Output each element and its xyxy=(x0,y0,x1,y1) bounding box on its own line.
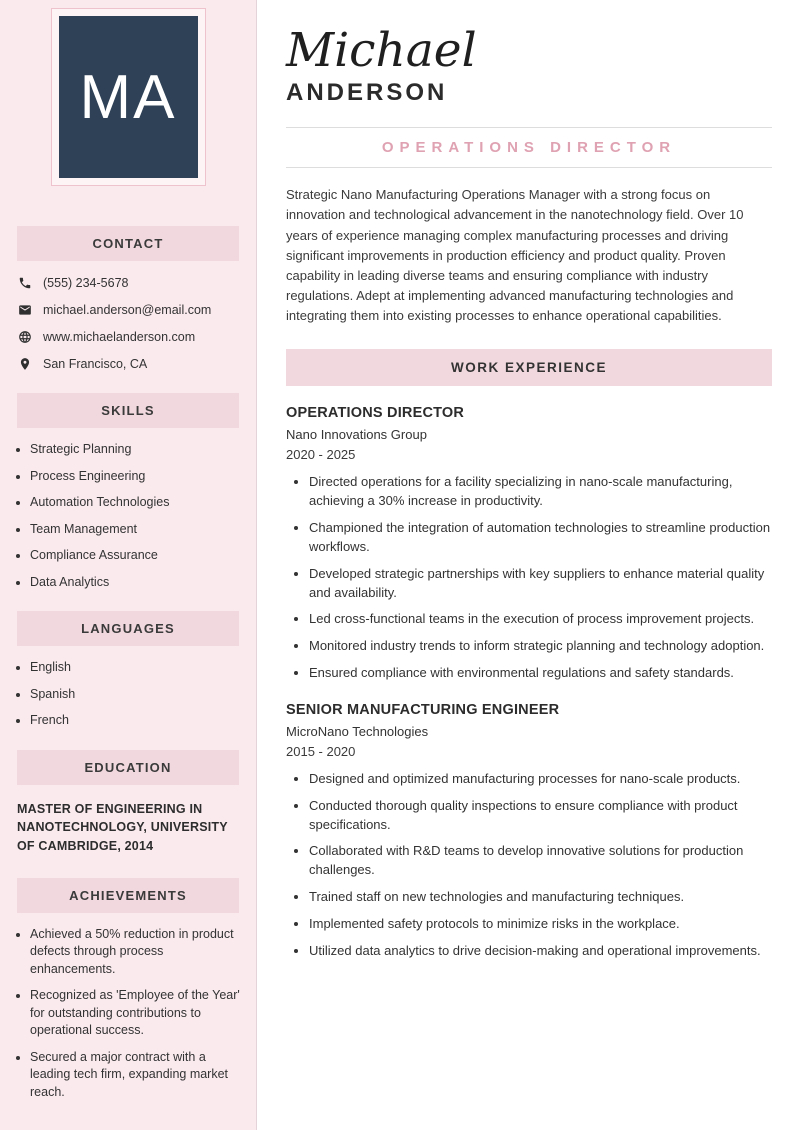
list-item: • Designed and optimized manufacturing processes for nano-scale products. xyxy=(309,770,772,789)
mail-icon xyxy=(18,303,32,317)
achievements-section-header: ACHIEVEMENTS xyxy=(17,878,239,913)
list-item: • Trained staff on new technologies and manufacturing techniques. xyxy=(309,888,772,907)
last-name: ANDERSON xyxy=(286,79,448,107)
list-item: • Automation Technologies xyxy=(30,494,242,512)
profile-photo-frame xyxy=(51,8,206,186)
profile-initials: MA xyxy=(79,62,177,132)
list-item: • Ensured compliance with environmental regulations and safety standards. xyxy=(309,664,772,683)
sidebar xyxy=(0,0,257,1130)
headline-job-title: OPERATIONS DIRECTOR xyxy=(381,139,677,157)
job-company: Nano Innovations Group xyxy=(286,427,427,443)
work-experience-section-header: WORK EXPERIENCE xyxy=(286,349,772,386)
list-item: • Directed operations for a facility specializing in nano-scale manufacturing, achieving a 30% increase in productivity. xyxy=(309,473,772,511)
contact-phone xyxy=(18,276,238,290)
contact-website xyxy=(18,330,238,344)
contact-section-header: CONTACT xyxy=(17,226,239,261)
job-bullet-list xyxy=(286,770,772,961)
list-item: • Monitored industry trends to inform strategic planning and technology adoption. xyxy=(309,637,772,656)
list-item: • Secured a major contract with a leading tech firm, expanding market reach. xyxy=(30,1049,242,1102)
first-name: Michael xyxy=(286,23,477,78)
globe-icon xyxy=(18,330,32,344)
list-item: • English xyxy=(30,659,242,677)
contact-location-text: San Francisco, CA xyxy=(43,357,148,371)
list-item: • Conducted thorough quality inspections to ensure compliance with product specifications. xyxy=(309,797,772,835)
education-text: MASTER OF ENGINEERING IN NANOTECHNOLOGY, UNIVERSITY OF CAMBRIDGE, 2014 xyxy=(17,801,228,853)
contact-website-text: www.michaelanderson.com xyxy=(43,330,196,344)
contact-phone-text: (555) 234-5678 xyxy=(43,276,129,290)
list-item: • Team Management xyxy=(30,521,242,539)
job-dates: 2020 - 2025 xyxy=(286,447,356,463)
list-item: • Implemented safety protocols to minimize risks in the workplace. xyxy=(309,915,772,934)
job-dates: 2015 - 2020 xyxy=(286,743,356,759)
contact-list xyxy=(0,261,256,371)
languages-section-header: LANGUAGES xyxy=(17,611,239,646)
contact-location xyxy=(18,357,238,371)
education-section-header: EDUCATION xyxy=(17,750,239,785)
list-item: • Strategic Planning xyxy=(30,441,242,459)
contact-email-text: michael.anderson@email.com xyxy=(43,303,212,317)
list-item: • Process Engineering xyxy=(30,468,242,486)
job-bullet-list xyxy=(286,473,772,683)
list-item: • Utilized data analytics to drive decision-making and operational improvements. xyxy=(309,942,772,961)
list-item: • Championed the integration of automation technologies to streamline production workflows. xyxy=(309,519,772,557)
languages-list xyxy=(0,646,256,730)
job-entry xyxy=(286,702,772,961)
job-role: SENIOR MANUFACTURING ENGINEER xyxy=(286,701,560,718)
profile-summary: Strategic Nano Manufacturing Operations Manager with a strong focus on innovation and technological advancement in the nanotechnology field. Over 10 years of experience managing complex manufacturing processes and driving significant improvements in production efficiency and product quality. Proven capability in leading diverse teams and ensuring compliance with industry regulations. Adept at implementing advanced manufacturing technologies and integrating them into existing processes to enhance operational capabilities. xyxy=(286,187,744,324)
main-content xyxy=(257,0,800,1130)
location-icon xyxy=(18,357,32,371)
skills-section-header: SKILLS xyxy=(17,393,239,428)
phone-icon xyxy=(18,276,32,290)
job-entry xyxy=(286,405,772,683)
job-role: OPERATIONS DIRECTOR xyxy=(286,405,465,422)
list-item: • French xyxy=(30,712,242,730)
job-company: MicroNano Technologies xyxy=(286,723,429,739)
achievements-list xyxy=(0,913,256,1102)
list-item: • Spanish xyxy=(30,686,242,704)
divider xyxy=(286,167,772,168)
list-item: • Developed strategic partnerships with key suppliers to enhance material quality and availability. xyxy=(309,565,772,603)
skills-list xyxy=(0,428,256,591)
profile-photo xyxy=(59,16,198,178)
list-item: • Led cross-functional teams in the execution of process improvement projects. xyxy=(309,610,772,629)
contact-email xyxy=(18,303,238,317)
list-item: • Compliance Assurance xyxy=(30,547,242,565)
list-item: • Recognized as 'Employee of the Year' for outstanding contributions to operational success. xyxy=(30,987,242,1040)
list-item: • Collaborated with R&D teams to develop innovative solutions for production challenges. xyxy=(309,842,772,880)
list-item: • Achieved a 50% reduction in product defects through process enhancements. xyxy=(30,926,242,979)
list-item: • Data Analytics xyxy=(30,574,242,592)
